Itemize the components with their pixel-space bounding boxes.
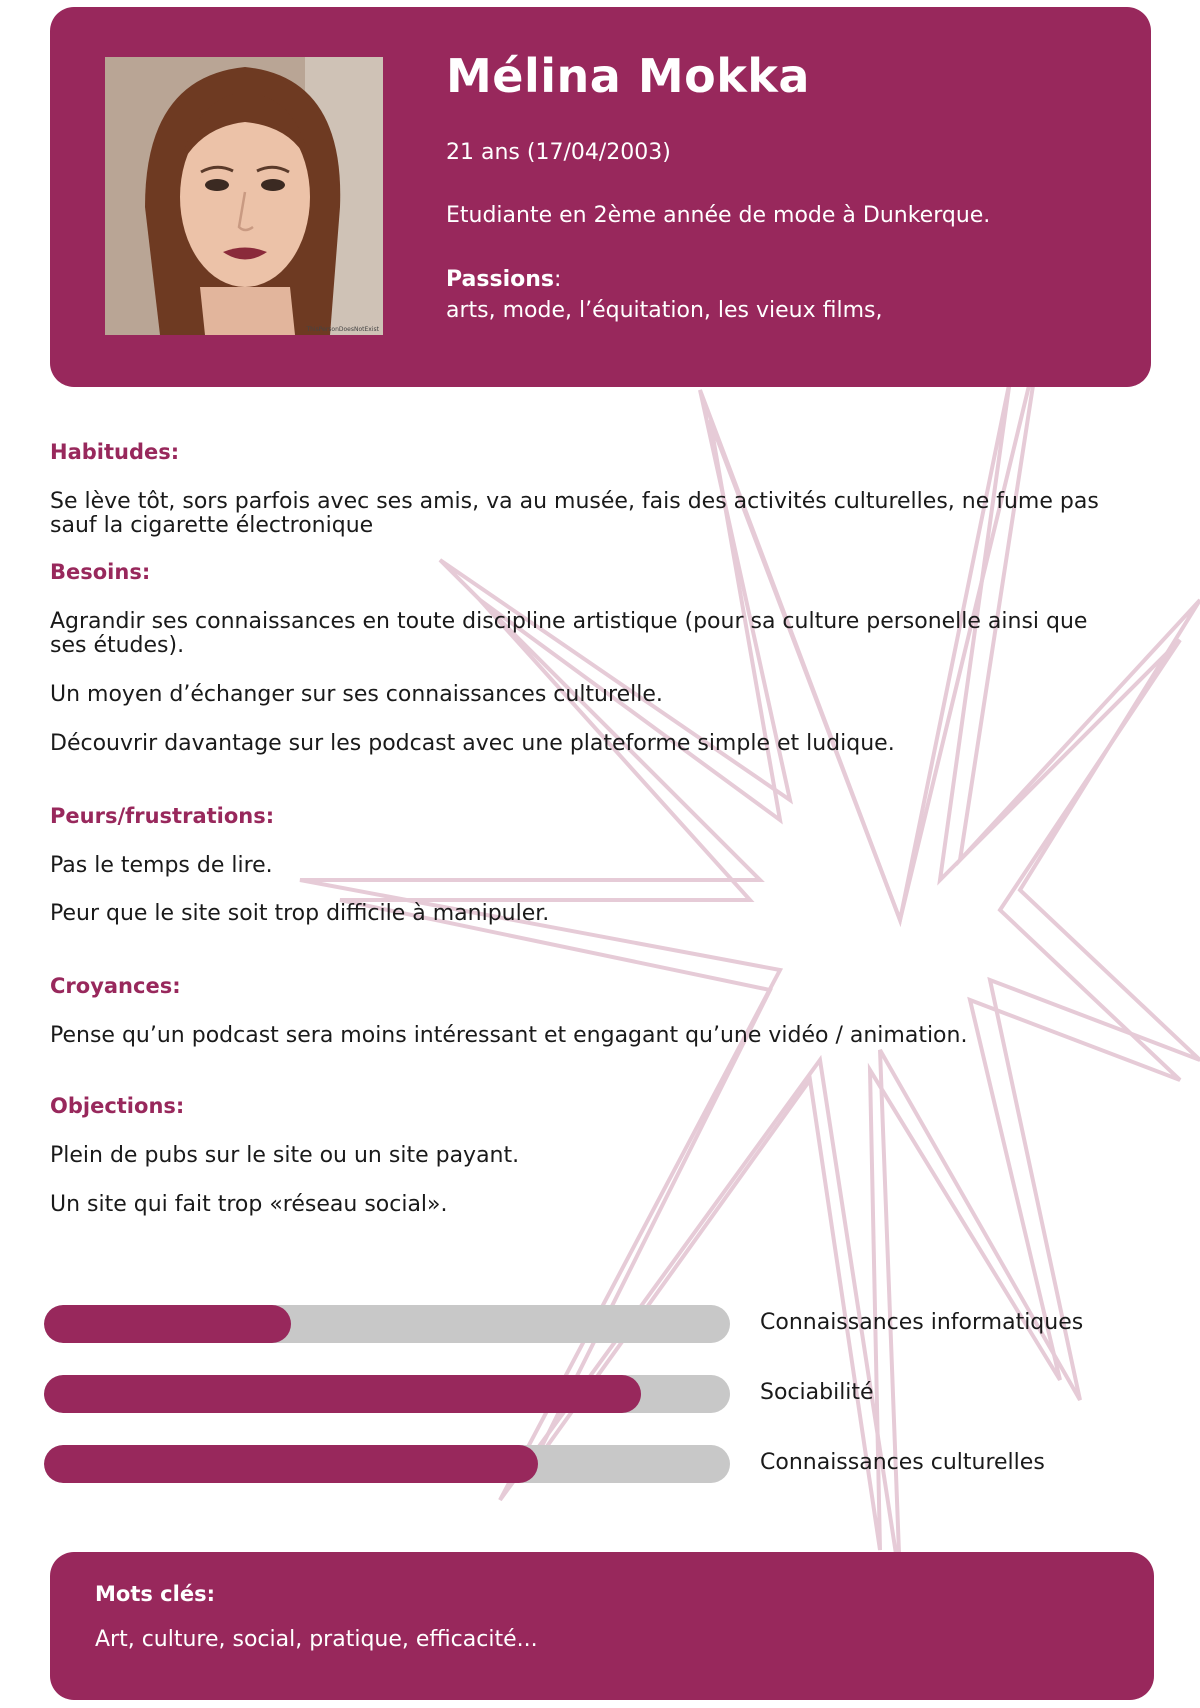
besoins-text-1: Agrandir ses connaissances en toute discipline artistique (pour sa culture personelle ainsi que ses études). xyxy=(50,609,1088,658)
croyances-title: Croyances: xyxy=(50,974,181,998)
peurs-title: Peurs/frustrations: xyxy=(50,804,275,828)
objections-title: Objections: xyxy=(50,1094,185,1118)
besoins-title: Besoins: xyxy=(50,560,151,584)
profile-study: Etudiante en 2ème année de mode à Dunkerque. xyxy=(446,203,991,228)
skill-label: Connaissances culturelles xyxy=(760,1450,1045,1475)
objections-text-1: Plein de pubs sur le site ou un site payant. xyxy=(50,1143,520,1168)
skill-label: Connaissances informatiques xyxy=(760,1310,1084,1335)
skill-bar-track xyxy=(44,1375,730,1413)
habitudes-text: Se lève tôt, sors parfois avec ses amis, va au musée, fais des activités culturelles, ne fume pas sauf la cigarette électronique xyxy=(50,489,1099,538)
keywords-value: Art, culture, social, pratique, efficacité... xyxy=(95,1627,538,1652)
skill-bar-fill xyxy=(44,1375,641,1413)
passions-label xyxy=(446,267,561,292)
keywords-card xyxy=(50,1552,1154,1700)
skill-row xyxy=(44,1445,1154,1485)
skill-bar-fill xyxy=(44,1305,291,1343)
portrait-image xyxy=(105,57,383,335)
skill-bar-track xyxy=(44,1305,730,1343)
profile-name: Mélina Mokka xyxy=(446,49,810,103)
skill-label: Sociabilité xyxy=(760,1380,874,1405)
passions-colon: : xyxy=(553,267,562,292)
photo-credit: ThisPersonDoesNotExist xyxy=(306,326,379,333)
passions-label-text: Passions xyxy=(446,267,554,292)
peurs-text-1: Pas le temps de lire. xyxy=(50,853,273,878)
skill-row xyxy=(44,1305,1154,1345)
skill-bar-track xyxy=(44,1445,730,1483)
besoins-text-2: Un moyen d’échanger sur ses connaissances culturelle. xyxy=(50,682,663,707)
skill-bar-fill xyxy=(44,1445,538,1483)
profile-photo xyxy=(105,57,383,335)
besoins-text-3: Découvrir davantage sur les podcast avec une plateforme simple et ludique. xyxy=(50,731,895,756)
profile-age: 21 ans (17/04/2003) xyxy=(446,140,671,165)
objections-text-2: Un site qui fait trop «réseau social». xyxy=(50,1192,448,1217)
keywords-title: Mots clés: xyxy=(95,1582,215,1606)
skill-row xyxy=(44,1375,1154,1415)
habitudes-title: Habitudes: xyxy=(50,440,180,464)
profile-header xyxy=(50,7,1151,387)
skill-bars xyxy=(44,1305,1154,1505)
peurs-text-2: Peur que le site soit trop difficile à manipuler. xyxy=(50,901,550,926)
passions-value: arts, mode, l’équitation, les vieux films, xyxy=(446,298,883,323)
croyances-text: Pense qu’un podcast sera moins intéressant et engagant qu’une vidéo / animation. xyxy=(50,1023,968,1048)
